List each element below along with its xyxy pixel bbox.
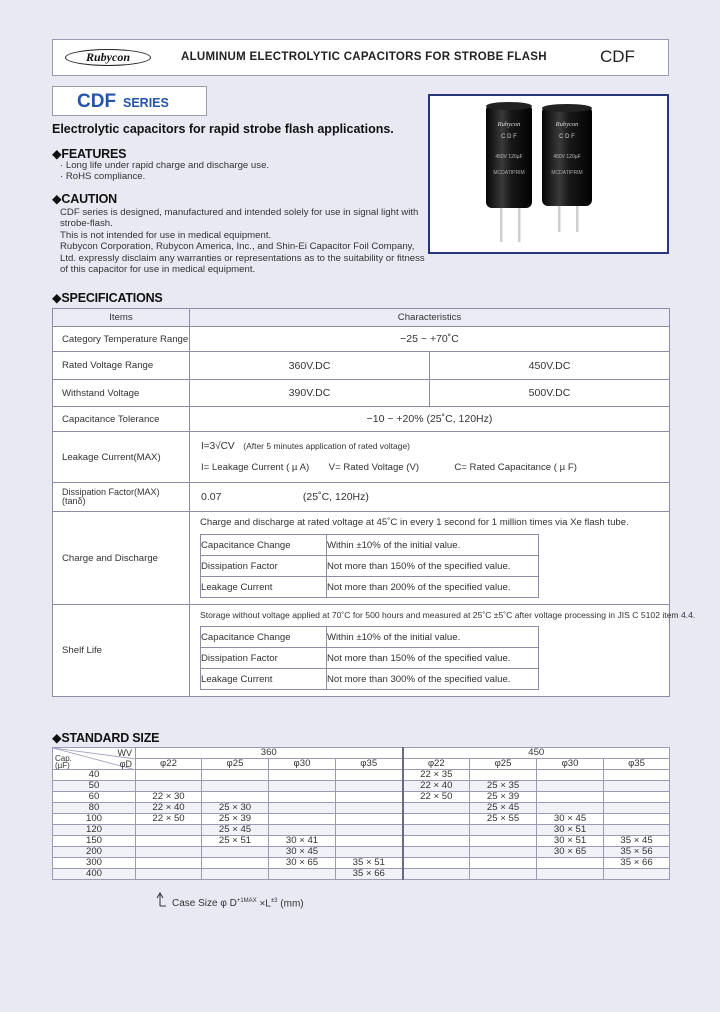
spec-item-label: Leakage Current(MAX) [53, 432, 190, 483]
sub-value: Within ±10% of the initial value. [327, 535, 539, 556]
size-cell [403, 858, 470, 869]
sub-value: Not more than 200% of the specified value. [327, 577, 539, 598]
feature-item: · RoHS compliance. [60, 171, 146, 183]
size-cell [202, 847, 269, 858]
spec-row-dissipation [53, 483, 670, 512]
spec-value: 390V.DC [190, 380, 430, 407]
leakage-var: V= Rated Voltage (V) [328, 462, 420, 473]
feature-item: · Long life under rapid charge and discharge use. [60, 160, 270, 171]
size-cell [336, 781, 403, 792]
size-cell [403, 825, 470, 836]
charge-subrow [201, 577, 539, 598]
size-cell [604, 869, 670, 880]
size-cell: 22 × 40 [403, 781, 470, 792]
spec-col-characteristics: Characteristics [190, 309, 670, 327]
size-cell [136, 770, 202, 781]
sub-value: Not more than 150% of the specified value. [327, 556, 539, 577]
footnote-arrow-icon [156, 892, 166, 908]
size-cell [604, 814, 670, 825]
spec-shelf-cell [190, 605, 696, 697]
size-cell [537, 781, 604, 792]
size-cell: 22 × 50 [403, 792, 470, 803]
size-cell: 25 × 45 [202, 825, 269, 836]
diameter-header: φ30 [537, 759, 604, 770]
size-cell [470, 836, 537, 847]
spec-value: 500V.DC [430, 380, 670, 407]
photo-rating-left: 450V 120µF [495, 154, 523, 160]
specifications-table [52, 308, 696, 697]
voltage-header-450: 450 [403, 748, 670, 759]
size-cell [537, 770, 604, 781]
sub-value: Within ±10% of the initial value. [327, 627, 539, 648]
capacitance-cell: 120 [53, 825, 136, 836]
size-cell [470, 858, 537, 869]
size-table-row [53, 770, 670, 781]
sub-item: Capacitance Change [201, 535, 327, 556]
sub-item: Dissipation Factor [201, 556, 327, 577]
size-cell: 30 × 45 [269, 847, 336, 858]
spec-item-label-df [53, 483, 190, 512]
size-cell [403, 836, 470, 847]
specifications-title: ◆SPECIFICATIONS [52, 291, 163, 305]
spec-leakage-cell [190, 432, 670, 483]
header-title: ALUMINUM ELECTROLYTIC CAPACITORS FOR STROBE FLASH [181, 51, 547, 63]
size-cell: 22 × 40 [136, 803, 202, 814]
diameter-header: φ22 [403, 759, 470, 770]
sub-value: Not more than 300% of the specified value. [327, 669, 539, 690]
size-cell: 22 × 30 [136, 792, 202, 803]
size-cell: 30 × 41 [269, 836, 336, 847]
size-cell [470, 869, 537, 880]
sub-item: Capacitance Change [201, 627, 327, 648]
size-cell [604, 770, 670, 781]
diameter-header: φ22 [136, 759, 202, 770]
size-cell [269, 814, 336, 825]
diameter-header: φ35 [336, 759, 403, 770]
size-cell: 25 × 39 [470, 792, 537, 803]
size-cell: 25 × 51 [202, 836, 269, 847]
capacitance-cell: 60 [53, 792, 136, 803]
size-cell [269, 869, 336, 880]
size-cell: 30 × 45 [537, 814, 604, 825]
size-cell [336, 814, 403, 825]
diameter-header: φ35 [604, 759, 670, 770]
size-cell [403, 814, 470, 825]
spec-item-label: Shelf Life [53, 605, 190, 697]
spec-row-temperature [53, 327, 670, 352]
size-cell: 35 × 51 [336, 858, 403, 869]
spec-value: −25 ~ +70˚C [190, 327, 670, 352]
header-bar [52, 39, 669, 76]
spec-item-label: Capacitance Tolerance [53, 407, 190, 432]
capacitor-top-right [542, 104, 592, 112]
size-body [53, 770, 670, 880]
charge-subrow [201, 556, 539, 577]
spec-charge-cell [190, 512, 670, 605]
series-label-box [52, 86, 207, 116]
size-cell [269, 825, 336, 836]
size-cell [202, 858, 269, 869]
photo-brand-right: Rubycon [555, 121, 579, 128]
size-cell: 25 × 55 [470, 814, 537, 825]
footnote-sup1: +1MAX [236, 898, 257, 904]
leakage-note: (After 5 minutes application of rated voltage) [243, 441, 411, 451]
size-cell [604, 825, 670, 836]
size-cell [202, 792, 269, 803]
size-table-row [53, 792, 670, 803]
tagline: Electrolytic capacitors for rapid strobe flash applications. [52, 122, 394, 136]
caution-text [60, 207, 425, 275]
size-voltage-row [53, 748, 670, 759]
size-cell [604, 803, 670, 814]
lead-left-2 [518, 208, 521, 242]
leakage-var: C= Rated Capacitance ( µ F) [454, 462, 577, 473]
shelf-subrow [201, 669, 539, 690]
photo-series-left: C D F [501, 134, 517, 140]
size-cell [269, 792, 336, 803]
size-cell [136, 836, 202, 847]
corner-wv: WV [117, 748, 132, 758]
size-cell [202, 869, 269, 880]
size-cell: 25 × 39 [202, 814, 269, 825]
series-code: CDF [77, 91, 117, 112]
size-cell [136, 869, 202, 880]
df-label: Dissipation Factor(MAX) [62, 487, 160, 497]
sub-item: Dissipation Factor [201, 648, 327, 669]
spec-value: 450V.DC [430, 352, 670, 380]
size-cell: 30 × 51 [537, 825, 604, 836]
series-word: SERIES [123, 96, 169, 110]
photo-series-right: C D F [559, 134, 575, 140]
size-cell [604, 781, 670, 792]
shelf-subtable [200, 626, 539, 690]
features-list [60, 160, 269, 183]
spec-item-label: Charge and Discharge [53, 512, 190, 605]
footnote-a: Case Size φ D [172, 898, 237, 910]
photo-lot-right: MCDATIPRIM [551, 170, 583, 176]
voltage-header-360: 360 [136, 748, 403, 759]
corner-unit: (µF) [55, 761, 70, 770]
size-cell [269, 770, 336, 781]
spec-value: 360V.DC [190, 352, 430, 380]
size-cell: 22 × 35 [403, 770, 470, 781]
photo-lot-left: MCDATIPRIM [493, 170, 525, 176]
capacitor-illustration [430, 96, 667, 252]
size-cell [537, 869, 604, 880]
size-cell [470, 825, 537, 836]
lead-right-1 [558, 206, 561, 232]
charge-subrow [201, 535, 539, 556]
lead-right-2 [576, 206, 579, 232]
header-series-code: CDF [600, 47, 635, 66]
capacitor-top-left [486, 102, 532, 110]
sub-value: Not more than 150% of the specified value. [327, 648, 539, 669]
charge-subtable [200, 534, 539, 598]
spec-item-label: Withstand Voltage [53, 380, 190, 407]
spec-row-voltage [53, 352, 670, 380]
size-cell: 25 × 30 [202, 803, 269, 814]
size-table-row [53, 847, 670, 858]
photo-rating-right: 450V 120µF [553, 154, 581, 160]
spec-row-leakage [53, 432, 670, 483]
leakage-var: I= Leakage Current ( µ A) [201, 462, 310, 473]
diameter-header: φ25 [470, 759, 537, 770]
lead-left-1 [500, 208, 503, 242]
size-cell [537, 792, 604, 803]
size-cell [269, 803, 336, 814]
size-cell [136, 825, 202, 836]
size-cell: 22 × 50 [136, 814, 202, 825]
spec-value: −10 ~ +20% (25˚C, 120Hz) [190, 407, 670, 432]
size-cell [336, 825, 403, 836]
df-label2: (tanδ) [62, 496, 86, 506]
size-cell [537, 858, 604, 869]
caution-line: Ltd. expressly disclaim any warranties or representations as to the suitability or fitness [60, 252, 425, 264]
capacitance-cell: 80 [53, 803, 136, 814]
size-cell [136, 847, 202, 858]
size-cell: 25 × 35 [470, 781, 537, 792]
rubycon-logo: Rubycon [65, 49, 151, 66]
features-title: ◆FEATURES [52, 147, 127, 161]
size-cell: 30 × 65 [269, 858, 336, 869]
spec-row-shelf [53, 605, 670, 697]
sub-item: Leakage Current [201, 669, 327, 690]
footnote-b: ×L [256, 898, 271, 910]
size-cell [403, 869, 470, 880]
size-table-row [53, 836, 670, 847]
size-cell: 30 × 65 [537, 847, 604, 858]
size-cell [136, 781, 202, 792]
size-cell: 35 × 56 [604, 847, 670, 858]
spec-item-label: Rated Voltage Range [53, 352, 190, 380]
standard-size-table [52, 747, 670, 880]
caution-line: of this capacitor for use in medical equipment. [60, 264, 256, 276]
capacitance-cell: 400 [53, 869, 136, 880]
df-condition: (25˚C, 120Hz) [302, 491, 369, 503]
footnote-sup2: ±3 [270, 898, 278, 904]
size-table-row [53, 858, 670, 869]
shelf-subrow [201, 648, 539, 669]
spec-row-tolerance [53, 407, 670, 432]
footnote-c: (mm) [277, 898, 304, 910]
caution-line: CDF series is designed, manufactured and intended solely for use in signal light with [60, 207, 419, 218]
spec-row-charge [53, 512, 670, 605]
size-table-row [53, 803, 670, 814]
size-table-row [53, 781, 670, 792]
size-cell: 35 × 45 [604, 836, 670, 847]
diameter-header: φ25 [202, 759, 269, 770]
size-table-row [53, 814, 670, 825]
capacitance-cell: 40 [53, 770, 136, 781]
spec-df-cell [190, 483, 670, 512]
product-photo [428, 94, 669, 254]
standard-size-title: ◆STANDARD SIZE [52, 731, 160, 745]
spec-item-label: Category Temperature Range [53, 327, 190, 352]
size-diameter-row [53, 759, 670, 770]
capacitance-cell: 100 [53, 814, 136, 825]
size-cell [136, 858, 202, 869]
df-value: 0.07 [201, 491, 222, 503]
size-cell [604, 792, 670, 803]
caution-line: strobe-flash. [60, 218, 113, 230]
size-footnote [164, 898, 304, 909]
diameter-header: φ30 [269, 759, 336, 770]
size-cell [336, 770, 403, 781]
spec-col-items: Items [53, 309, 190, 327]
size-table-row [53, 825, 670, 836]
shelf-note: Storage without voltage applied at 70˚C for 500 hours and measured at 25˚C ±5˚C after voltage processing in JIS C 5102 item 4.4. [200, 610, 696, 620]
corner-cap: Cap. [55, 754, 72, 763]
size-cell [537, 803, 604, 814]
size-cell [470, 770, 537, 781]
capacitance-cell: 300 [53, 858, 136, 869]
size-cell [336, 792, 403, 803]
size-cell [202, 781, 269, 792]
size-cell [403, 847, 470, 858]
caution-title: ◆CAUTION [52, 192, 117, 206]
size-cell [269, 781, 336, 792]
caution-line: This is not intended for use in medical equipment. [60, 229, 272, 241]
size-cell [336, 803, 403, 814]
size-cell [403, 803, 470, 814]
corner-d: φD [119, 759, 132, 769]
size-cell: 35 × 66 [604, 858, 670, 869]
size-cell [470, 847, 537, 858]
size-cell [202, 770, 269, 781]
size-cell [336, 847, 403, 858]
capacitance-cell: 150 [53, 836, 136, 847]
size-corner-cell [53, 748, 136, 770]
charge-note: Charge and discharge at rated voltage at 45˚C in every 1 second for 1 million times via Xe flash tube. [200, 517, 629, 528]
size-cell: 35 × 66 [336, 869, 403, 880]
size-table-row [53, 869, 670, 880]
size-cell: 25 × 45 [470, 803, 537, 814]
photo-brand-left: Rubycon [497, 121, 521, 128]
capacitance-cell: 200 [53, 847, 136, 858]
leakage-formula: I=3√CV [201, 441, 235, 452]
shelf-subrow [201, 627, 539, 648]
sub-item: Leakage Current [201, 577, 327, 598]
size-cell: 30 × 51 [537, 836, 604, 847]
spec-row-withstand [53, 380, 670, 407]
size-cell [336, 836, 403, 847]
capacitance-cell: 50 [53, 781, 136, 792]
caution-line: Rubycon Corporation, Rubycon America, Inc., and Shin-Ei Capacitor Foil Company, [60, 241, 415, 253]
spec-header-row [53, 309, 670, 327]
